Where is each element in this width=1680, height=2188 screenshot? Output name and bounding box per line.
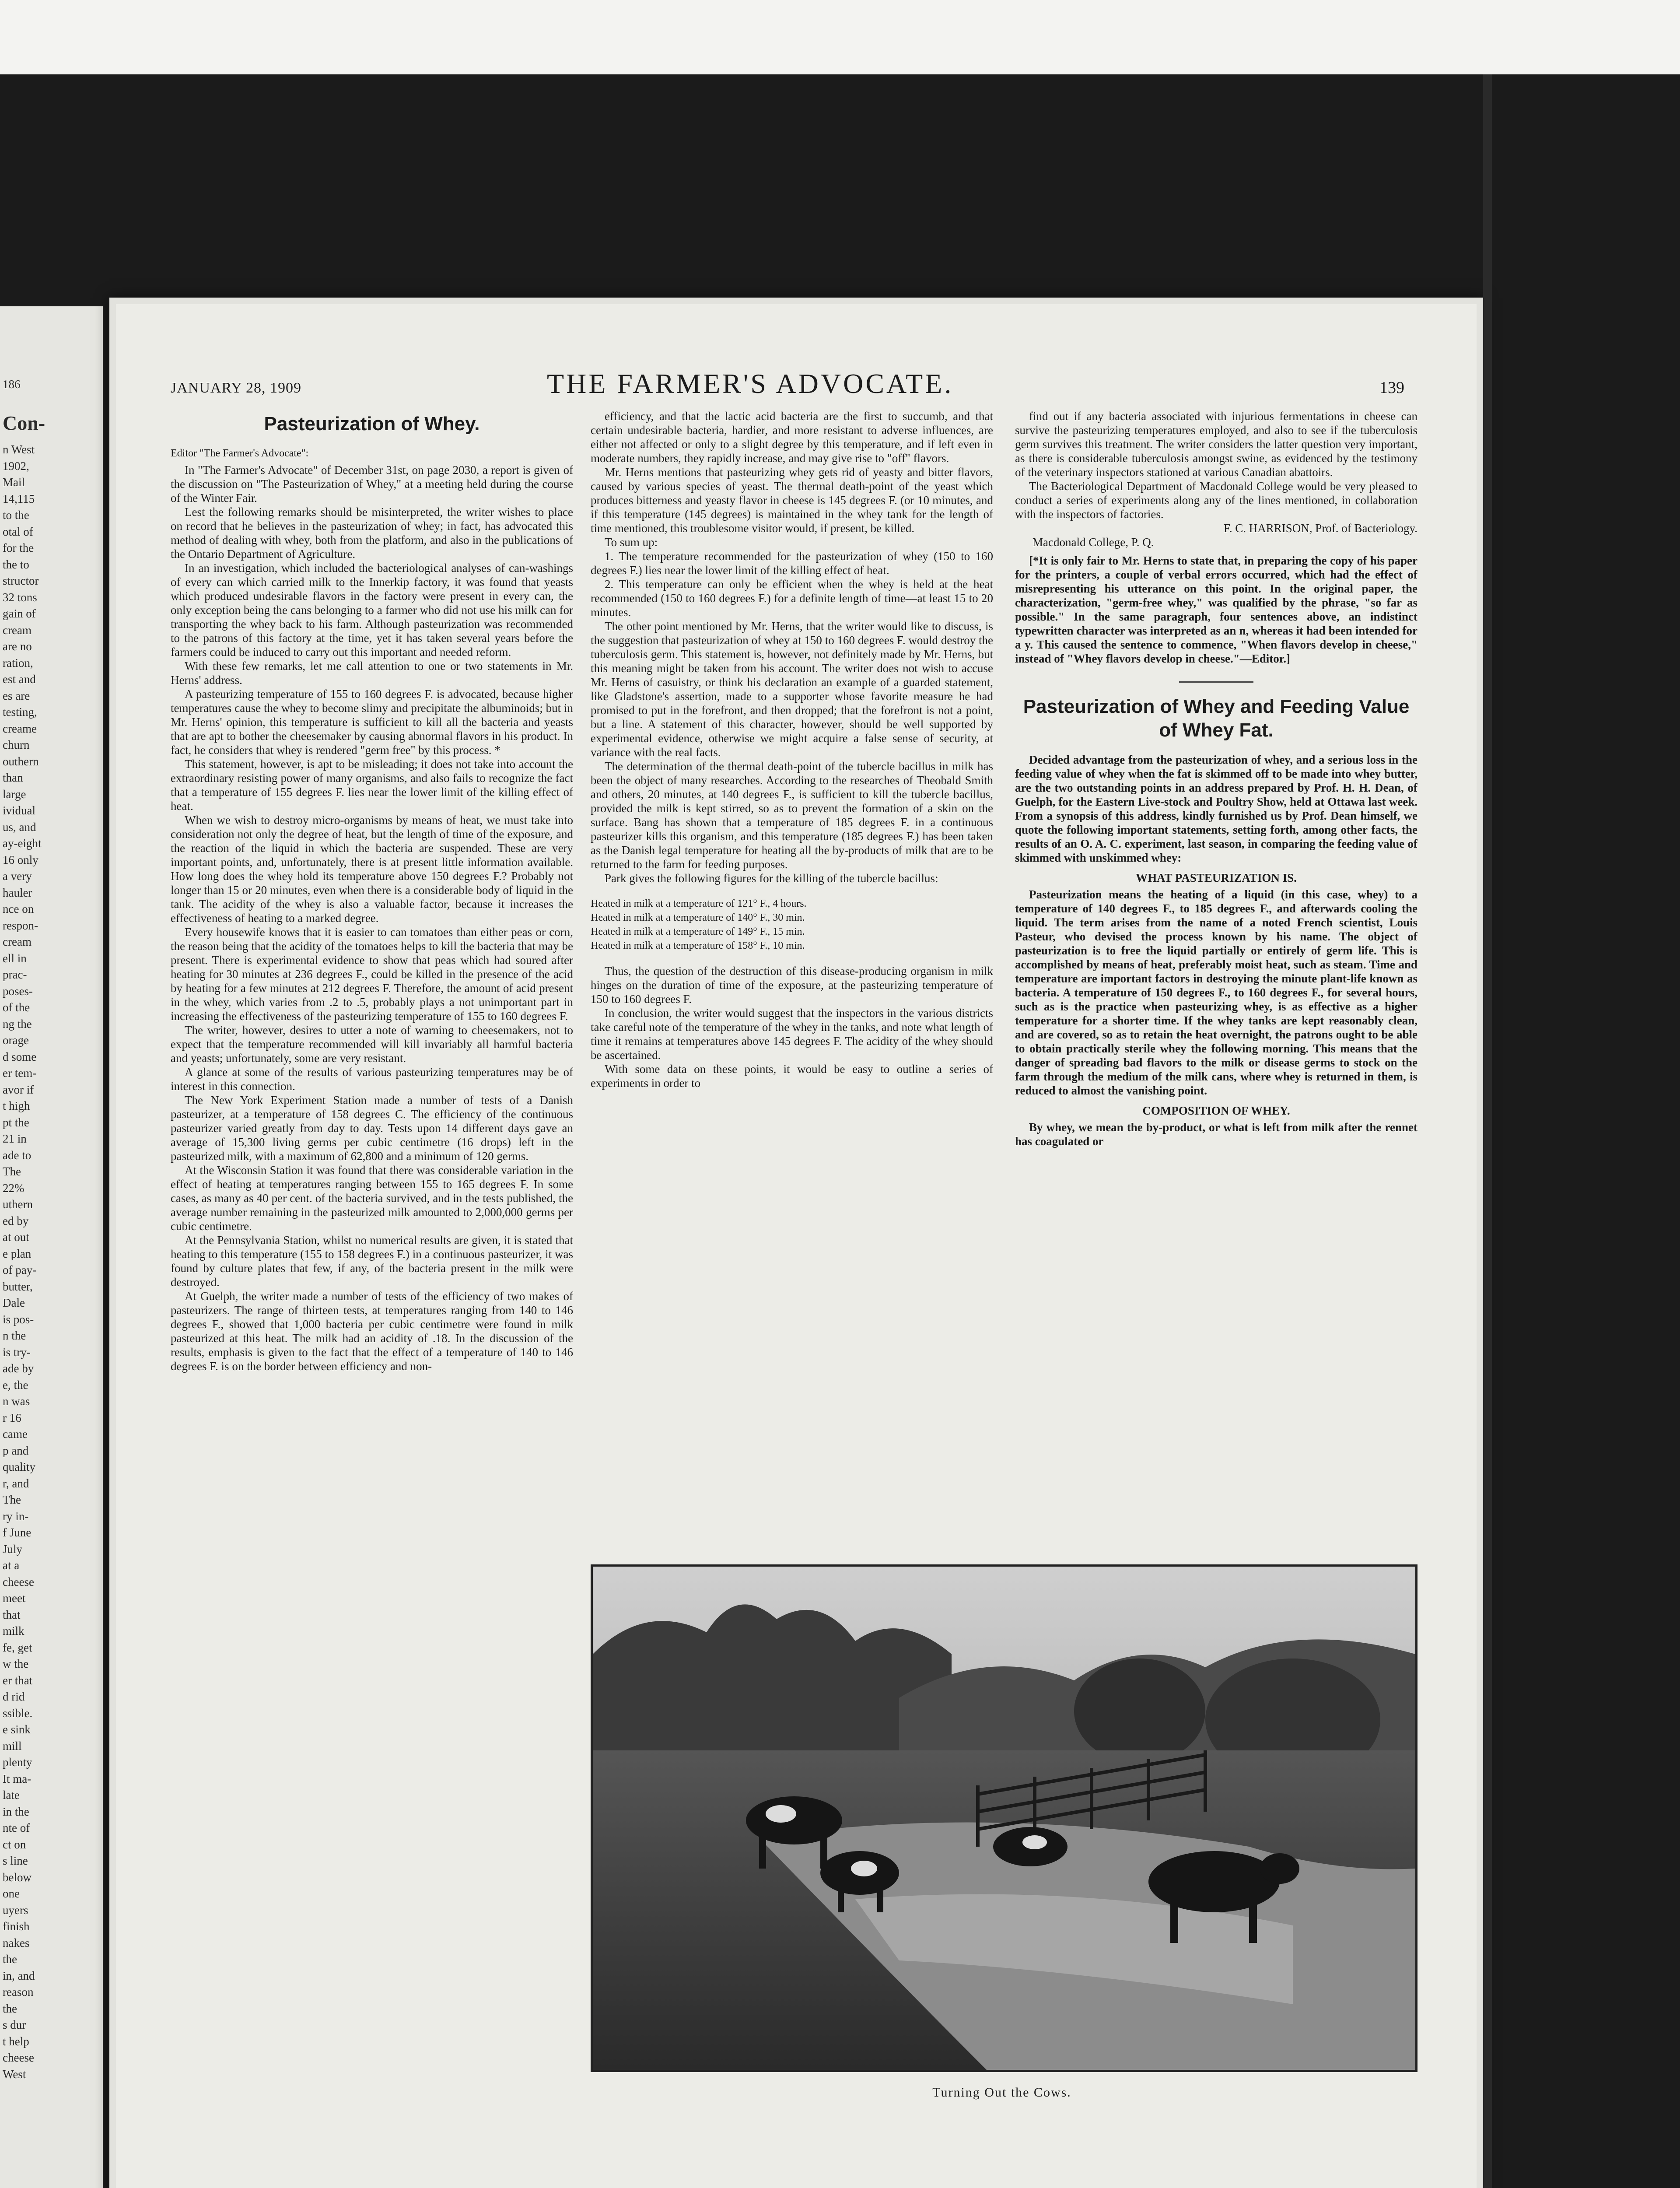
fragment-line: orage — [3, 1034, 29, 1047]
fragment-line: n the — [3, 1329, 26, 1342]
tubercle-bacillus-table — [591, 897, 993, 953]
article-headline: Pasteurization of Whey. — [264, 413, 480, 435]
fragment-line: r, and — [3, 1476, 29, 1490]
fragment-line: mill — [3, 1739, 22, 1753]
fragment-line: 21 in — [3, 1132, 27, 1145]
table-row: Heated in milk at a temperature of 140° F., 30 min. — [591, 912, 805, 923]
col1-paragraph: A pasteurizing temperature of 155 to 160 degrees F. is advocated, because higher temperatures cause the whey to become slimy and precipitate the albuminoids; but in Mr. Herns' opinion, this temperature is sufficient to kill all the bacteria and yeasts that are apt to bother the cheesemaker by causing abnormal flavors in his product. In fact, he considers that whey is rendered "germ free" by this process. * — [171, 687, 573, 757]
fragment-line: The — [3, 1493, 21, 1506]
author-affiliation: Macdonald College, P. Q. — [1032, 536, 1154, 549]
fragment-line: ng the — [3, 1017, 32, 1031]
fragment-line: cream — [3, 935, 32, 948]
col3-paragraph: The Bacteriological Department of Macdonald College would be very pleased to conduct a series of experiments along any of the lines mentioned, in collaboration with the inspectors of factories. — [1015, 480, 1418, 521]
fragment-line: ay-eight — [3, 837, 42, 850]
fragment-line: ividual — [3, 804, 35, 817]
fragment-line: the — [3, 1953, 17, 1966]
fragment-line: gain of — [3, 607, 36, 620]
col1-paragraph: The New York Experiment Station made a number of tests of a Danish pasteurizer, at a temperature of 158 degrees C. The efficiency of the continuous pasteurizer varied greatly from day to day. Tests upon 14 different days gave an average of 15,300 living germs per cubic centimetre (16 drops) left in the pasteurized milk, with a maximum of 62,800 and a minimum of 120 germs. — [171, 1094, 573, 1163]
article2-body — [1015, 753, 1418, 1148]
fragment-line: It ma- — [3, 1772, 32, 1785]
fragment-line: The — [3, 1165, 21, 1178]
fragment-line: s line — [3, 1854, 28, 1867]
column-2-paragraphs-b — [591, 964, 993, 1090]
fragment-line: nce on — [3, 902, 34, 915]
fragment-line: in the — [3, 1805, 29, 1818]
fragment-line: nte of — [3, 1821, 30, 1834]
fragment-line: fe, get — [3, 1641, 32, 1654]
fragment-line: the — [3, 2002, 17, 2015]
col2-paragraph: 2. This temperature can only be efficient when the whey is held at the heat recommended (150 to 160 degrees F.) for a definite length of time—at least 15 to 20 minutes. — [591, 578, 993, 619]
col1-paragraph: At the Wisconsin Station it was found that there was considerable variation in the effect of heating at temperatures ranging between 155 to 165 degrees F. In some cases, as many as 40 per cent. of the bacteria survived, and in the tests published, the average number remaining in the pasteurized milk amounted to 2,000,000 germs per cubic centimetre. — [171, 1164, 573, 1233]
fragment-line: hauler — [3, 886, 32, 899]
masthead-title: THE FARMER'S ADVOCATE. — [547, 368, 954, 399]
fragment-line: Dale — [3, 1296, 25, 1309]
fragment-line: churn — [3, 738, 30, 751]
fragment-line: e plan — [3, 1247, 32, 1260]
fragment-line: p and — [3, 1444, 29, 1457]
col1-paragraph: This statement, however, is apt to be misleading; it does not take into account the extraordinary resisting power of many organisms, and also fails to recognize the fact that a temperature of 155 degrees F. lies near the lower limit of the killing effect of heat. — [171, 757, 573, 813]
col2-paragraph: Park gives the following figures for the killing of the tubercle bacillus: — [605, 872, 938, 885]
fragment-line: ade by — [3, 1362, 34, 1375]
fragment-line: pt the — [3, 1115, 29, 1129]
col2-paragraph: To sum up: — [605, 536, 658, 549]
page-header — [171, 368, 1404, 403]
issue-date: JANUARY 28, 1909 — [171, 380, 302, 396]
editor-note: [*It is only fair to Mr. Herns to state that, in preparing the copy of his paper for the printers, a couple of verbal errors occurred, which had the effect of misrepresenting his utterance on this point. In the original paper, the characterization, "germ-free whey," was qualified by the phrase, "so far as possible." In the same paragraph, four sentences above, an indistinct typewritten character was interpreted as an n, whereas it had been intended for a y. This caused the sentence to commence, "When flavors develop in cheese," instead of "Whey flavors develop in cheese."—Editor.] — [1015, 554, 1418, 665]
fragment-line: at a — [3, 1559, 20, 1572]
fragment-line: ssible. — [3, 1706, 33, 1720]
fragment-line: ry in- — [3, 1509, 29, 1523]
col3-paragraph: find out if any bacteria associated with injurious fermentations in cheese can survive the pasteurizing temperatures employed, and also to see if the tuberculosis germ survives this treatment. The writer considers the latter question very important, as there is considerable tuberculosis amongst swine, as evidenced by the testimony of the veterinary inspectors stationed at various Canadian abattoirs. — [1015, 410, 1418, 479]
fragment-line: ell in — [3, 951, 27, 965]
fragment-line: ed by — [3, 1214, 29, 1227]
fragment-line: uthern — [3, 1198, 33, 1211]
fragment-line: 1902, — [3, 459, 29, 473]
fragment-line: to the — [3, 508, 29, 522]
fragment-line: n West — [3, 443, 35, 456]
article2-intro: Decided advantage from the pasteurization of whey, and a serious loss in the feeding value of whey when the fat is skimmed off to be made into whey butter, are the two outstanding points in an address prepared by Prof. H. H. Dean, of Guelph, for the Eastern Live-stock and Poultry Show, held at Ottawa last week. From a synopsis of this address, kindly furnished us by Prof. Dean himself, we quote the following important statements, setting forth, among other facts, the results of an O. A. C. experiment, last season, in comparing the feeding value of skimmed with unskimmed whey: — [1015, 753, 1418, 864]
fragment-line: poses- — [3, 984, 33, 998]
article2-headline: Pasteurization of Whey and Feeding Value of Whey Fat. — [1023, 696, 1410, 741]
col1-paragraph: The writer, however, desires to utter a note of warning to cheesemakers, not to expect that the temperature recommended will kill invariably all harmful bacteria and yeasts; unfortunately, some are very resistant. — [171, 1024, 573, 1065]
fragment-line: e sink — [3, 1723, 31, 1736]
col1-paragraph: At the Pennsylvania Station, whilst no numerical results are given, it is stated that heating to this temperature (155 to 158 degrees F.) in a continuous pasteurizer, it was found by culture plates that few, if any, of the bacteria present in the milk were destroyed. — [171, 1234, 573, 1289]
fragment-line: butter, — [3, 1280, 33, 1293]
fragment-line: creame — [3, 722, 37, 735]
column-3 — [1015, 409, 1418, 1556]
col1-paragraph: In "The Farmer's Advocate" of December 31st, on page 2030, a report is given of the discussion on "The Pasteurization of Whey," at a meeting held during the course of the Winter Fair. — [171, 463, 573, 505]
fragment-line: nakes — [3, 1936, 30, 1950]
fragment-line: es are — [3, 689, 30, 702]
subheading-what-pasteurization: WHAT PASTEURIZATION IS. — [1136, 871, 1297, 884]
fragment-line: n was — [3, 1395, 30, 1408]
fragment-line: est and — [3, 673, 36, 686]
fragment-line: one — [3, 1887, 20, 1900]
adjacent-page-number: 186 — [3, 378, 21, 391]
subheading-composition: COMPOSITION OF WHEY. — [1142, 1104, 1290, 1117]
col2b-paragraph: With some data on these points, it would be easy to outline a series of experiments in order to — [591, 1062, 993, 1090]
col2b-paragraph: Thus, the question of the destruction of this disease-producing organism in milk hinges on the duration of time of the exposure, at the pasteurizing temperature of 150 to 160 degrees F. — [591, 964, 993, 1006]
fragment-line: ade to — [3, 1148, 32, 1162]
col2-paragraph: The other point mentioned by Mr. Herns, that the writer would like to discuss, is the suggestion that pasteurization of whey at 150 to 160 degrees F. would destroy the tuberculosis germ. This statement is, however, not definitely made by Mr. Herns, but this meaning might be taken from his account. The writer does not wish to accuse Mr. Herns of casuistry, or think his declaration an example of a guarded statement, like Gladstone's assertion, made to a supporter whose favorite measure he had promised to put in the forefront, and then dropped; that the forefront is not a point, but a line. A statement of this character, however, should be well supported by experimental evidence, otherwise we might acquire a false sense of security, at variance with the real facts. — [591, 620, 993, 759]
col2b-paragraph: In conclusion, the writer would suggest that the inspectors in the various districts take careful note of the temperature of the whey in the tanks, and note what length of time it remains at temperatures above 145 degrees F. The acidity of the whey should be ascertained. — [591, 1006, 993, 1062]
fragment-line: f June — [3, 1526, 32, 1539]
fragment-line: finish — [3, 1920, 30, 1933]
fragment-line: the to — [3, 558, 29, 571]
fragment-line: reason — [3, 1985, 34, 1999]
fragment-line: d some — [3, 1050, 37, 1063]
page-edge — [1483, 74, 1492, 2188]
fragment-line: of pay- — [3, 1263, 37, 1276]
fragment-line: er that — [3, 1673, 33, 1687]
fragment-line: late — [3, 1788, 20, 1802]
fragment-line: for the — [3, 541, 34, 554]
section-divider — [1179, 681, 1253, 683]
column-1 — [171, 403, 573, 2188]
fragment-line: of the — [3, 1001, 30, 1014]
table-row: Heated in milk at a temperature of 149° F., 15 min. — [591, 926, 805, 937]
fragment-line: at out — [3, 1231, 29, 1244]
fragment-line: large — [3, 787, 26, 801]
fragment-line: are no — [3, 640, 32, 653]
col1-paragraph: When we wish to destroy micro-organisms by means of heat, we must take into consideration not only the degree of heat, but the length of time of the exposure, and the reaction of the liquid in which the bacteria are suspended. These are very important points, and, unfortunately, there is at present little information available. How long does the whey hold its temperature above 150 degrees F.? Probably not longer than 15 or 20 minutes, even when there is a considerable body of liquid in the tank. The acidity of the whey is also a valuable factor, because it increases the effectiveness of heating to a marked degree. — [171, 813, 573, 925]
author-signature: F. C. HARRISON, Prof. of Bacteriology. — [1223, 522, 1418, 535]
fragment-line: Mail — [3, 476, 25, 489]
fragment-line: that — [3, 1608, 21, 1621]
fragment-line: cheese — [3, 2051, 34, 2064]
fragment-line: t help — [3, 2034, 29, 2048]
column-1-paragraphs — [171, 463, 573, 1373]
col1-paragraph: At Guelph, the writer made a number of tests of the efficiency of two makes of pasteurizers. The range of thirteen tests, at temperatures ranging from 140 to 146 degrees F., showed that 1,000 bacteria per cubic centimetre were found in milk pasteurized at this heat. The milk had an acidity of .18. In the discussion of the results, emphasis is given to the fact that the effect of a temperature of 140 to 146 degrees F. is on the border between efficiency and non- — [171, 1290, 573, 1373]
fragment-line: 22% — [3, 1181, 24, 1195]
fragment-line: came — [3, 1427, 28, 1441]
fragment-line: avor if — [3, 1083, 34, 1096]
fragment-line: ct on — [3, 1837, 26, 1851]
fragment-line: in, and — [3, 1969, 35, 1982]
fragment-line: 14,115 — [3, 492, 35, 505]
fragment-line: below — [3, 1870, 32, 1884]
fragment-line: is pos- — [3, 1312, 34, 1326]
fragment-line: ration, — [3, 656, 33, 670]
col1-paragraph: In an investigation, which included the bacteriological analyses of can-washings of every can which carried milk to the Innerkip factory, it was found that yeasts which produced undesirable flavors in the factory were present in every can, the only exception being the cans belonging to a farmer who did not use his milk can for transporting the whey back to his farm. Although pasteurization was recommended to the patrons of this factory at the time, yet it has taken several years before the farmers could be induced to carry out this important and needed reform. — [171, 561, 573, 659]
fragment-line: er tem- — [3, 1066, 37, 1080]
column-2-paragraphs — [591, 409, 993, 885]
fragment-line: us, and — [3, 820, 36, 834]
fragment-line: t high — [3, 1099, 30, 1112]
fragment-line: milk — [3, 1624, 24, 1637]
fragment-line: meet — [3, 1592, 26, 1605]
fragment-line: July — [3, 1542, 23, 1556]
fragment-line: d rid — [3, 1690, 25, 1703]
fragment-line: structor — [3, 574, 39, 587]
column-2 — [591, 409, 993, 1556]
fragment-line: cream — [3, 623, 32, 637]
fragment-line: quality — [3, 1460, 35, 1473]
article2-para2: By whey, we mean the by-product, or what is left from milk after the rennet has coagulated or — [1015, 1121, 1418, 1148]
fragment-line: w the — [3, 1657, 29, 1670]
table-row: Heated in milk at a temperature of 158° F., 10 min. — [591, 940, 805, 951]
editor-salutation: Editor "The Farmer's Advocate": — [171, 448, 309, 459]
column-3-paragraphs — [1015, 409, 1418, 521]
fragment-line: respon- — [3, 919, 38, 932]
cows-photograph — [591, 1564, 1418, 2072]
fragment-line: 16 only — [3, 853, 38, 866]
adjacent-page-lines — [0, 442, 103, 2083]
col1-paragraph: With these few remarks, let me call attention to one or two statements in Mr. Herns' address. — [171, 659, 573, 687]
fragment-line: uyers — [3, 1903, 28, 1917]
fragment-line: r 16 — [3, 1411, 21, 1424]
adjacent-page-heading: Con- — [3, 411, 46, 434]
col2-paragraph: 1. The temperature recommended for the pasteurization of whey (150 to 160 degrees F.) lies near the lower limit of the killing effect of heat. — [591, 550, 993, 577]
col2-paragraph: Mr. Herns mentions that pasteurizing whey gets rid of yeasty and bitter flavors, caused by various species of yeast. The thermal death-point of the yeast which produces bitterness and yeasty flavor in cheese is 145 degrees F. (or 10 minutes, and if this temperature (145 degrees) is maintained in the whey tank for the length of time mentioned, this troublesome visitor would, if present, be killed. — [591, 466, 993, 535]
fragment-line: 32 tons — [3, 590, 37, 604]
fragment-line: s dur — [3, 2018, 26, 2031]
col1-paragraph: A glance at some of the results of various pasteurizing temperatures may be of interest in this connection. — [171, 1066, 573, 1093]
fragment-line: testing, — [3, 705, 37, 719]
fragment-line: cheese — [3, 1575, 34, 1588]
col1-paragraph: Every housewife knows that it is easier to can tomatoes than either peas or corn, the reason being that the acidity of the tomatoes helps to kill the bacteria that may be present. There is experimental evidence to show that peas which had soured after heating for 30 minutes at 236 degrees F., could be killed in the presence of the acid by heating for a few minutes at 212 degrees F. Therefore, the amount of acid present in the whey, which varies from .2 to .5, probably plays a not unimportant part in increasing the effectiveness of the pasteurizing temperature of 155 to 160 degrees F. — [171, 926, 573, 1023]
col1-paragraph: Lest the following remarks should be misinterpreted, the writer wishes to place on record that he believes in the pasteurization of whey; in fact, has advocated this method of dealing with whey, both from the platform, and also in the publications of the Ontario Department of Agriculture. — [171, 505, 573, 561]
fragment-line: a very — [3, 870, 32, 883]
adjacent-page-fragment — [0, 306, 103, 2188]
fragment-line: otal of — [3, 525, 33, 538]
page-number: 139 — [1379, 379, 1404, 397]
col2-paragraph: The determination of the thermal death-point of the tubercle bacillus in milk has been the object of many researches. According to the researches of Theobald Smith and others, 20 minutes, at 140 degrees F., is sufficient to kill the tubercle bacillus, provided the milk is kept stirred, so as to prevent the formation of a skin on the surface. Bang has shown that a temperature of 185 degrees F. in a continuous pasteurizer kills this organism, and this temperature (185 degrees F.) has been taken as the Danish legal temperature for heating all the by-products of milk that are to be returned to the farm for feeding purposes. — [591, 760, 993, 871]
table-row: Heated in milk at a temperature of 121° F., 4 hours. — [591, 898, 807, 909]
fragment-line: e, the — [3, 1378, 28, 1392]
scanner-margin — [0, 0, 1680, 74]
fragment-line: outhern — [3, 754, 39, 768]
fragment-line: West — [3, 2067, 26, 2081]
fragment-line: prac- — [3, 968, 27, 981]
fragment-line: plenty — [3, 1756, 32, 1769]
photo-caption: Turning Out the Cows. — [932, 2085, 1071, 2100]
page-content — [109, 298, 1483, 2188]
fragment-line: is try- — [3, 1345, 31, 1359]
fragment-line: than — [3, 771, 23, 784]
article2-para1: Pasteurization means the heating of a liquid (in this case, whey) to a temperature of 140 degrees F., to 185 degrees F., and afterwards cooling the liquid. The term arises from the name of a noted French scientist, Louis Pasteur, who devised the process known by his name. The object of pasteurization is to free the liquid partially or entirely of germ life. This is accomplished by means of heat, preferably moist heat, such as steam. Time and temperature are important factors in destroying the minute plant-life known as bacteria. A temperature of 150 degrees F., to 160 degrees F., for several hours, such as is the practice when pasteurizing whey, is as effective as a higher temperature for a shorter time. If the whey tanks are kept reasonably clean, and are covered, so as to retain the heat overnight, the patrons ought to be able to obtain practically sterile whey the following morning. This means that the danger of spreading bad flavors to the milk or disease germs to stock on the farm through the medium of the milk cans, where whey is returned in them, is reduced to almost the vanishing point. — [1015, 888, 1418, 1097]
col2-paragraph: efficiency, and that the lactic acid bacteria are the first to succumb, and that certain undesirable bacteria, hardier, and more resistant to adverse influences, are either not affected or only to a slight degree by this temperature, and if left even in moderate numbers, they rapidly increase, and may give rise to "off" flavors. — [591, 410, 993, 465]
